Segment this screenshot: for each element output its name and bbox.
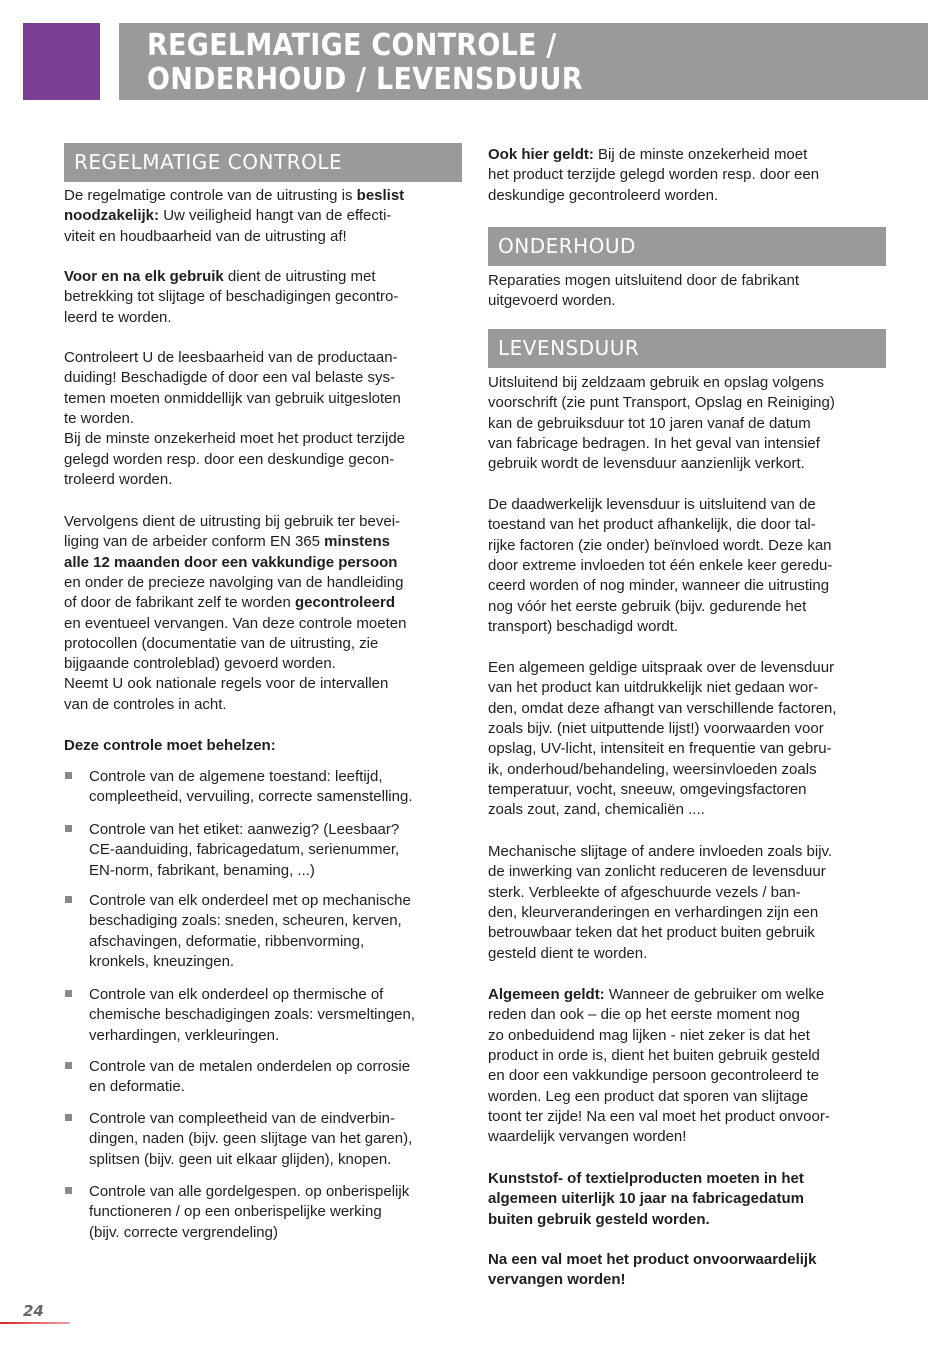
levensduur-p5-line-6: worden. Leg een product dat sporen van slijtage [488, 1087, 809, 1105]
levensduur-p1-line-2: voorschrift (zie punt Transport, Opslag en Reiniging) [488, 394, 835, 412]
left-paragraph-1-line-2 [64, 206, 391, 226]
left-paragraph-4-line-2 [64, 532, 390, 552]
levensduur-p4-line-1: Mechanische slijtage of andere invloeden zoals bijv. [488, 843, 833, 860]
text-run: Bij de minste onzekerheid moet [593, 146, 808, 163]
text-run: Wanneer de gebruiker om welke [604, 986, 825, 1003]
checklist-item-4-line-2: chemische beschadigingen zoals: versmeltingen, [89, 1006, 416, 1024]
levensduur-p6-line-3: buiten gebruik gesteld worden. [488, 1210, 710, 1228]
levensduur-p3-line-8: zoals zout, zand, chemicaliën .... [488, 801, 705, 819]
levensduur-p2-line-7: transport) beschadigd wordt. [488, 617, 679, 635]
left-paragraph-3-line-7: troleerd worden. [64, 470, 173, 488]
checklist-item-6-line-1: Controle van compleetheid van de eindverbin- [89, 1110, 396, 1127]
levensduur-p1-line-4: van fabricage bedragen. In het geval van intensief [488, 434, 820, 452]
text-run: De regelmatige controle van de uitrusting is [64, 187, 357, 204]
text-run-bold: noodzakelijk: [64, 207, 160, 225]
levensduur-p1-line-5: gebruik wordt de levensduur aanzienlijk verkort. [488, 455, 805, 473]
levensduur-p4-line-5: betrouwbaar teken dat het product buiten gebruik [488, 924, 815, 942]
levensduur-p3-line-1: Een algemeen geldige uitspraak over de levensduur [488, 659, 835, 676]
checklist-item-4-line-1: Controle van elk onderdeel op thermische of [89, 986, 384, 1003]
levensduur-p5-line-7: toont ter zijde! Na een val moet het product onvoor- [488, 1107, 830, 1125]
left-paragraph-3-line-6: gelegd worden resp. door een deskundige gecon- [64, 450, 395, 468]
left-paragraph-3-line-1: Controleert U de leesbaarheid van de productaan- [64, 349, 398, 366]
checklist-item-6-line-2: dingen, naden (bijv. geen slijtage van het garen), [89, 1130, 413, 1148]
text-run-bold: minstens [324, 533, 391, 551]
text-run-bold: Ook hier geldt: [488, 146, 594, 163]
checklist-item-4-line-3: verhardingen, verkleuringen. [89, 1026, 280, 1044]
left-paragraph-3-line-3: temen moeten onmiddellijk van gebruik uitgesloten [64, 389, 401, 407]
levensduur-p5-line-5: en door een vakkundige persoon gecontroleerd te [488, 1067, 820, 1085]
levensduur-p5-line-4: product in orde is, dient het buiten gebruik gesteld [488, 1046, 820, 1064]
text-run-bold: Algemeen geldt: [488, 986, 605, 1003]
checklist-item-1-line-2: compleetheid, vervuiling, correcte samenstelling. [89, 788, 413, 806]
levensduur-p4-line-6: gesteld dient te worden. [488, 944, 648, 962]
text-run: of door de fabrikant zelf te worden [64, 594, 295, 612]
page-number: 24 [23, 1302, 44, 1320]
left-paragraph-4-line-10: van de controles in acht. [64, 695, 227, 713]
left-paragraph-3-line-4: te worden. [64, 409, 135, 427]
checklist-item-3-line-2: beschadiging zoals: sneden, scheuren, kerven, [89, 912, 402, 930]
checklist-item-6-line-3: splitsen (bijv. geen uit elkaar glijden), knopen. [89, 1150, 392, 1168]
levensduur-p3-line-6: ik, onderhoud/behandeling, weersinvloeden zoals [488, 760, 817, 778]
checklist-title: Deze controle moet behelzen: [64, 737, 276, 754]
checklist-item-5-line-2: en deformatie. [89, 1078, 185, 1096]
right-intro-line-3: deskundige gecontroleerd worden. [488, 186, 719, 204]
levensduur-p1-line-1: Uitsluitend bij zeldzaam gebruik en opslag volgens [488, 374, 825, 391]
section-title-levensduur: LEVENSDUUR [488, 329, 886, 368]
text-run-bold: gecontroleerd [294, 594, 396, 612]
onderhoud-line-1: Reparaties mogen uitsluitend door de fabrikant [488, 272, 800, 289]
levensduur-p5-line-2: reden dan ook – die op het eerste moment nog [488, 1006, 800, 1024]
levensduur-p2-line-5: ceerd worden of nog minder, wanneer die uitrusting [488, 577, 830, 595]
left-paragraph-4-line-7: protocollen (documentatie van de uitrusting, zie [64, 634, 379, 652]
left-paragraph-4-line-5 [64, 593, 395, 613]
levensduur-p3-line-4: zoals bijv. (niet uitputtende lijst!) voorwaarden voor [488, 719, 824, 737]
text-run-bold: beslist [356, 187, 405, 204]
bullet-square-icon [65, 825, 72, 832]
checklist-item-7-line-2: functioneren / op een onberispelijke werking [89, 1203, 382, 1221]
levensduur-p3-line-3: den, omdat deze afhangt van verschillende factoren, [488, 699, 837, 717]
checklist-item-5-line-1: Controle van de metalen onderdelen op corrosie [89, 1058, 411, 1075]
right-intro-line-2: het product terzijde gelegd worden resp. door een [488, 166, 820, 184]
left-paragraph-2-line-2: betrekking tot slijtage of beschadigingen gecontro- [64, 288, 399, 306]
levensduur-p2-line-4: door extreme invloeden tot één enkele keer geredu- [488, 556, 833, 574]
checklist-item-7-line-3: (bijv. correcte vergrendeling) [89, 1223, 278, 1241]
bullet-square-icon [65, 1114, 72, 1121]
left-paragraph-4-line-8: bijgaande controleblad) gevoerd worden. [64, 655, 336, 673]
left-paragraph-4-line-4: en onder de precieze navolging van de handleiding [64, 573, 404, 591]
header-accent-square [23, 23, 100, 100]
levensduur-p3-line-5: opslag, UV-licht, intensiteit en frequentie van gebru- [488, 740, 832, 758]
levensduur-p3-line-7: temperatuur, vocht, sneeuw, omgevingsfactoren [488, 780, 807, 798]
levensduur-p5-line-8: waardelijk vervangen worden! [488, 1128, 687, 1146]
left-paragraph-1-line-1 [64, 186, 404, 206]
levensduur-p3-line-2: van het product kan uitdrukkelijk niet gedaan wor- [488, 679, 819, 697]
checklist-item-1-line-1: Controle van de algemene toestand: leeftijd, [89, 768, 383, 785]
levensduur-p1-line-3: kan de gebruiksduur tot 10 jaren vanaf de datum [488, 414, 811, 432]
levensduur-p7-line-1: Na een val moet het product onvoorwaardelijk [488, 1251, 817, 1268]
levensduur-p4-line-3: sterk. Verbleekte of afgeschuurde vezels / ban- [488, 883, 801, 901]
levensduur-p2-line-6: nog vóór het eerste gebruik (bijv. gedurende het [488, 597, 807, 615]
checklist-item-2-line-3: EN-norm, fabrikant, benaming, ...) [89, 861, 315, 879]
bullet-square-icon [65, 990, 72, 997]
levensduur-p2-line-3: rijke factoren (zie onder) beïnvloed wordt. Deze kan [488, 536, 832, 554]
checklist-item-3-line-1: Controle van elk onderdeel met op mechanische [89, 892, 411, 909]
levensduur-p4-line-2: de inwerking van zonlicht reduceren de levensduur [488, 863, 826, 881]
page-title-line-1: REGELMATIGE CONTROLE / [147, 28, 557, 63]
bullet-square-icon [65, 772, 72, 779]
section-title-regelmatige-controle: REGELMATIGE CONTROLE [64, 143, 462, 182]
levensduur-p6-line-1: Kunststof- of textielproducten moeten in het [488, 1170, 804, 1187]
checklist-item-3-line-3: afschavingen, deformatie, ribbenvorming, [89, 932, 365, 950]
text-run-bold: Voor en na elk gebruik [64, 268, 224, 285]
left-paragraph-4-line-1: Vervolgens dient de uitrusting bij gebruik ter bevei- [64, 513, 401, 530]
text-run: liging van de arbeider conform EN 365 [64, 533, 325, 551]
left-paragraph-1-line-3: viteit en houdbaarheid van de uitrusting af! [64, 227, 347, 245]
left-paragraph-4-line-3: alle 12 maanden door een vakkundige persoon [64, 553, 398, 571]
text-run: dient de uitrusting met [223, 268, 376, 285]
left-paragraph-4-line-9: Neemt U ook nationale regels voor de intervallen [64, 675, 389, 693]
checklist-item-2-line-1: Controle van het etiket: aanwezig? (Leesbaar? [89, 821, 400, 838]
left-paragraph-3-line-2: duiding! Beschadigde of door een val belaste sys- [64, 369, 396, 387]
levensduur-p7-line-2: vervangen worden! [488, 1271, 626, 1289]
page-title-bar [119, 23, 928, 100]
left-paragraph-2-line-1 [64, 267, 376, 287]
bullet-square-icon [65, 1062, 72, 1069]
text-run: Uw veiligheid hangt van de effecti- [159, 207, 392, 225]
bullet-square-icon [65, 1187, 72, 1194]
left-paragraph-4-line-6: en eventueel vervangen. Van deze controle moeten [64, 614, 407, 632]
onderhoud-line-2: uitgevoerd worden. [488, 292, 616, 310]
bullet-square-icon [65, 896, 72, 903]
checklist-item-2-line-2: CE-aanduiding, fabricagedatum, serienummer, [89, 841, 400, 859]
checklist-item-3-line-4: kronkels, kneuzingen. [89, 952, 235, 970]
levensduur-p6-line-2: algemeen uiterlijk 10 jaar na fabricagedatum [488, 1190, 804, 1208]
levensduur-p5-line-3: zo onbeduidend mag lijken - niet zeker is dat het [488, 1026, 810, 1044]
levensduur-p4-line-4: den, kleurveranderingen en verhardingen zijn een [488, 903, 819, 921]
levensduur-p2-line-2: toestand van het product afhankelijk, die door tal- [488, 516, 816, 534]
right-intro-line-1 [488, 145, 807, 165]
levensduur-p2-line-1: De daadwerkelijk levensduur is uitsluitend van de [488, 496, 816, 513]
checklist-item-7-line-1: Controle van alle gordelgespen. op onberispelijk [89, 1183, 410, 1200]
left-paragraph-3-line-5: Bij de minste onzekerheid moet het product terzijde [64, 430, 406, 448]
page-number-underline [0, 1322, 70, 1324]
section-title-onderhoud: ONDERHOUD [488, 227, 886, 266]
left-paragraph-2-line-3: leerd te worden. [64, 308, 172, 326]
page-title-line-2: ONDERHOUD / LEVENSDUUR [147, 62, 583, 97]
levensduur-p5-line-1 [488, 985, 824, 1005]
